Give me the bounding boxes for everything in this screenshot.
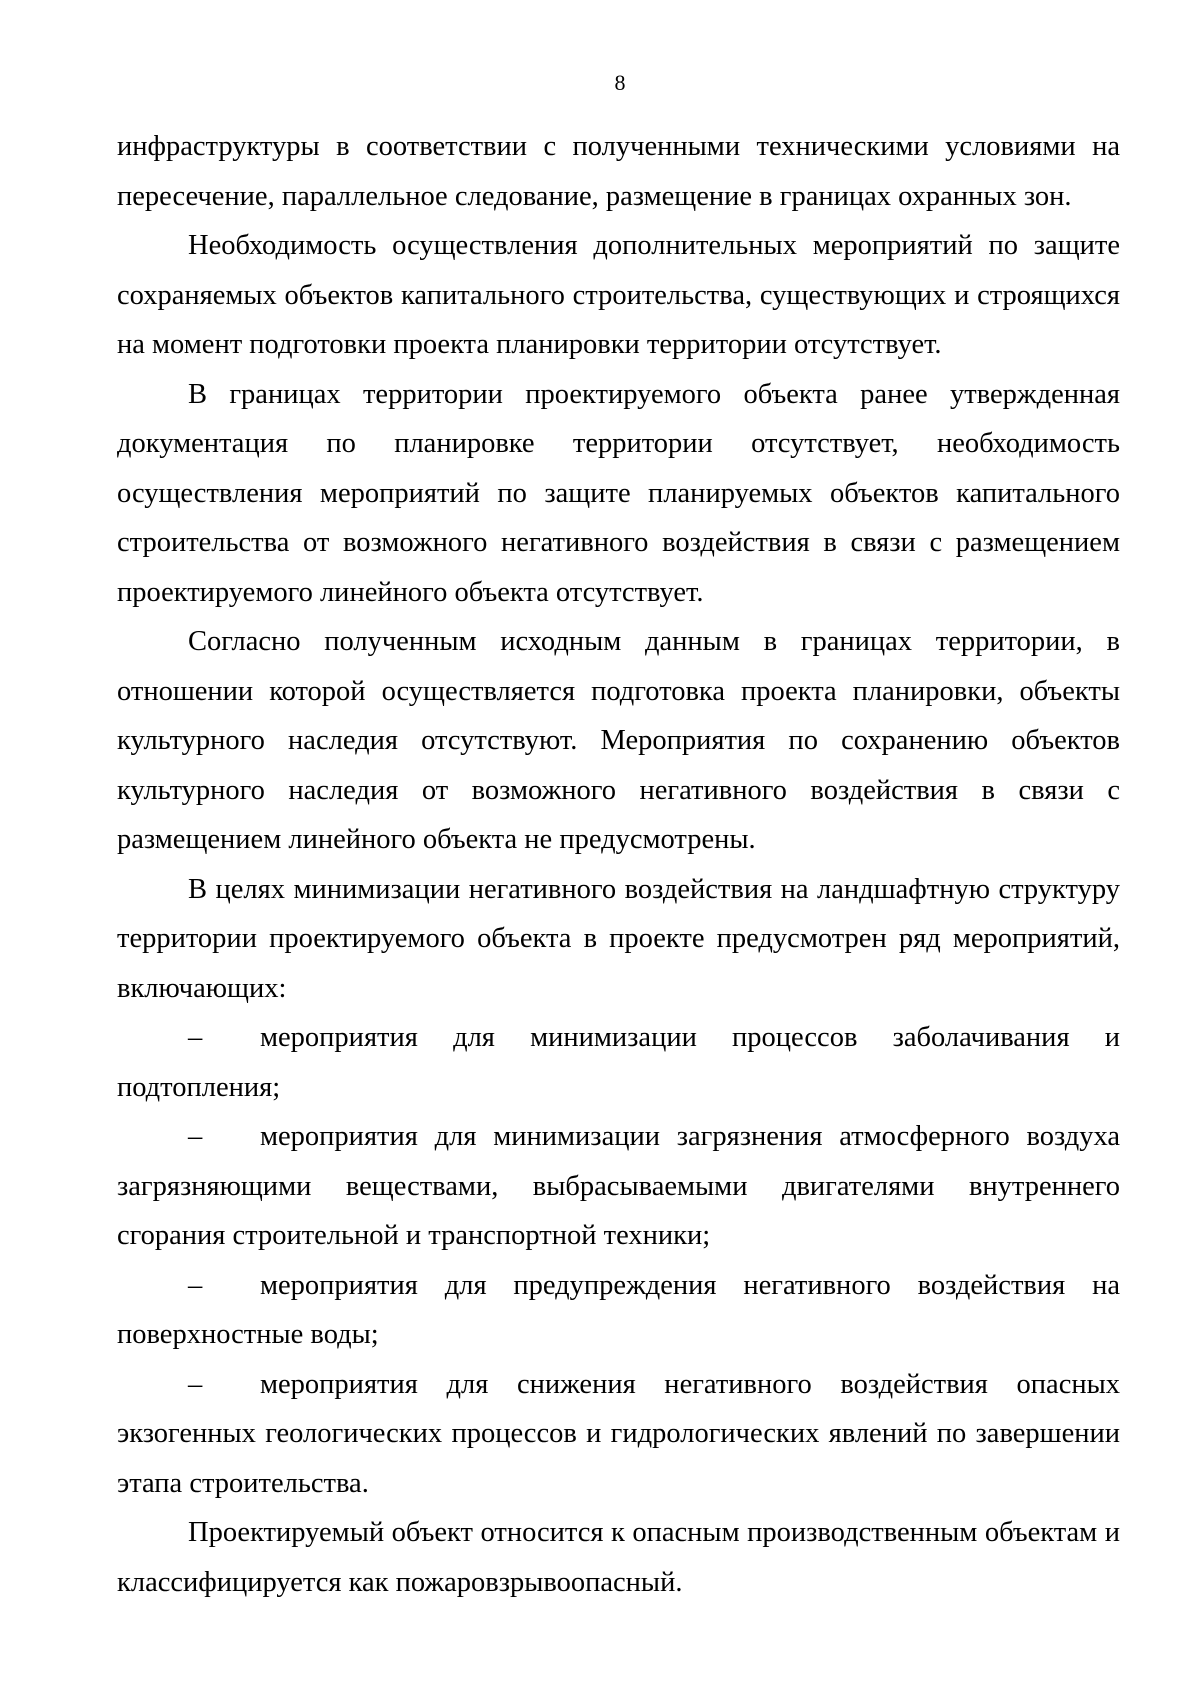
page-number: 8 <box>614 70 626 95</box>
list-item <box>117 1261 1120 1360</box>
document-body <box>117 122 1120 1607</box>
list-item-text: мероприятия для минимизации загрязнения атмосферного воздуха загрязняющими веществами, выбрасываемыми двигателями внутреннего сгорания строительной и транспортной техники; <box>117 1121 1120 1251</box>
list-dash: – <box>188 1368 203 1400</box>
list-item <box>117 1360 1120 1509</box>
list-dash: – <box>188 1022 203 1053</box>
paragraph-landscape-measures: В целях минимизации негативного воздействия на ландшафтную структуру территории проектируемого объекта в проекте предусмотрен ряд мероприятий, включающих: <box>117 873 1120 1004</box>
paragraph-territory-documentation: В границах территории проектируемого объекта ранее утвержденная документация по планировке территории отсутствует, необходимость осуществления мероприятий по защите планируемых объектов капитального строительства от возможного негативного воздействия в связи с размещением проектируемого линейного объекта отсутствует. <box>117 378 1120 608</box>
list-item-text: мероприятия для снижения негативного воздействия опасных экзогенных геологических процессов и гидрологических явлений по завершении этапа строительства. <box>117 1368 1120 1499</box>
list-item <box>117 1112 1120 1261</box>
list-item <box>117 1013 1120 1112</box>
paragraph-infrastructure: инфраструктуры в соответствии с полученными техническими условиями на пересечение, параллельное следование, размещение в границах охранных зон. <box>117 131 1120 212</box>
paragraph-additional-measures: Необходимость осуществления дополнительных мероприятий по защите сохраняемых объектов капитального строительства, существующих и строящихся на момент подготовки проекта планировки территории отсутствует. <box>117 230 1120 360</box>
list-item-text: мероприятия для минимизации процессов заболачивания и подтопления; <box>117 1022 1120 1103</box>
paragraph-hazard-classification: Проектируемый объект относится к опасным производственным объектам и классифицируется как пожаровзрывоопасный. <box>117 1517 1120 1598</box>
list-dash: – <box>188 1121 203 1152</box>
list-item-text: мероприятия для предупреждения негативного воздействия на поверхностные воды; <box>117 1269 1120 1350</box>
list-dash: – <box>188 1269 203 1301</box>
paragraph-cultural-heritage: Согласно полученным исходным данным в границах территории, в отношении которой осуществляется подготовка проекта планировки, объекты культурного наследия отсутствуют. Мероприятия по сохранению объектов культурного наследия от возможного негативного воздействия в связи с размещением линейного объекта не предусмотрены. <box>117 626 1120 855</box>
